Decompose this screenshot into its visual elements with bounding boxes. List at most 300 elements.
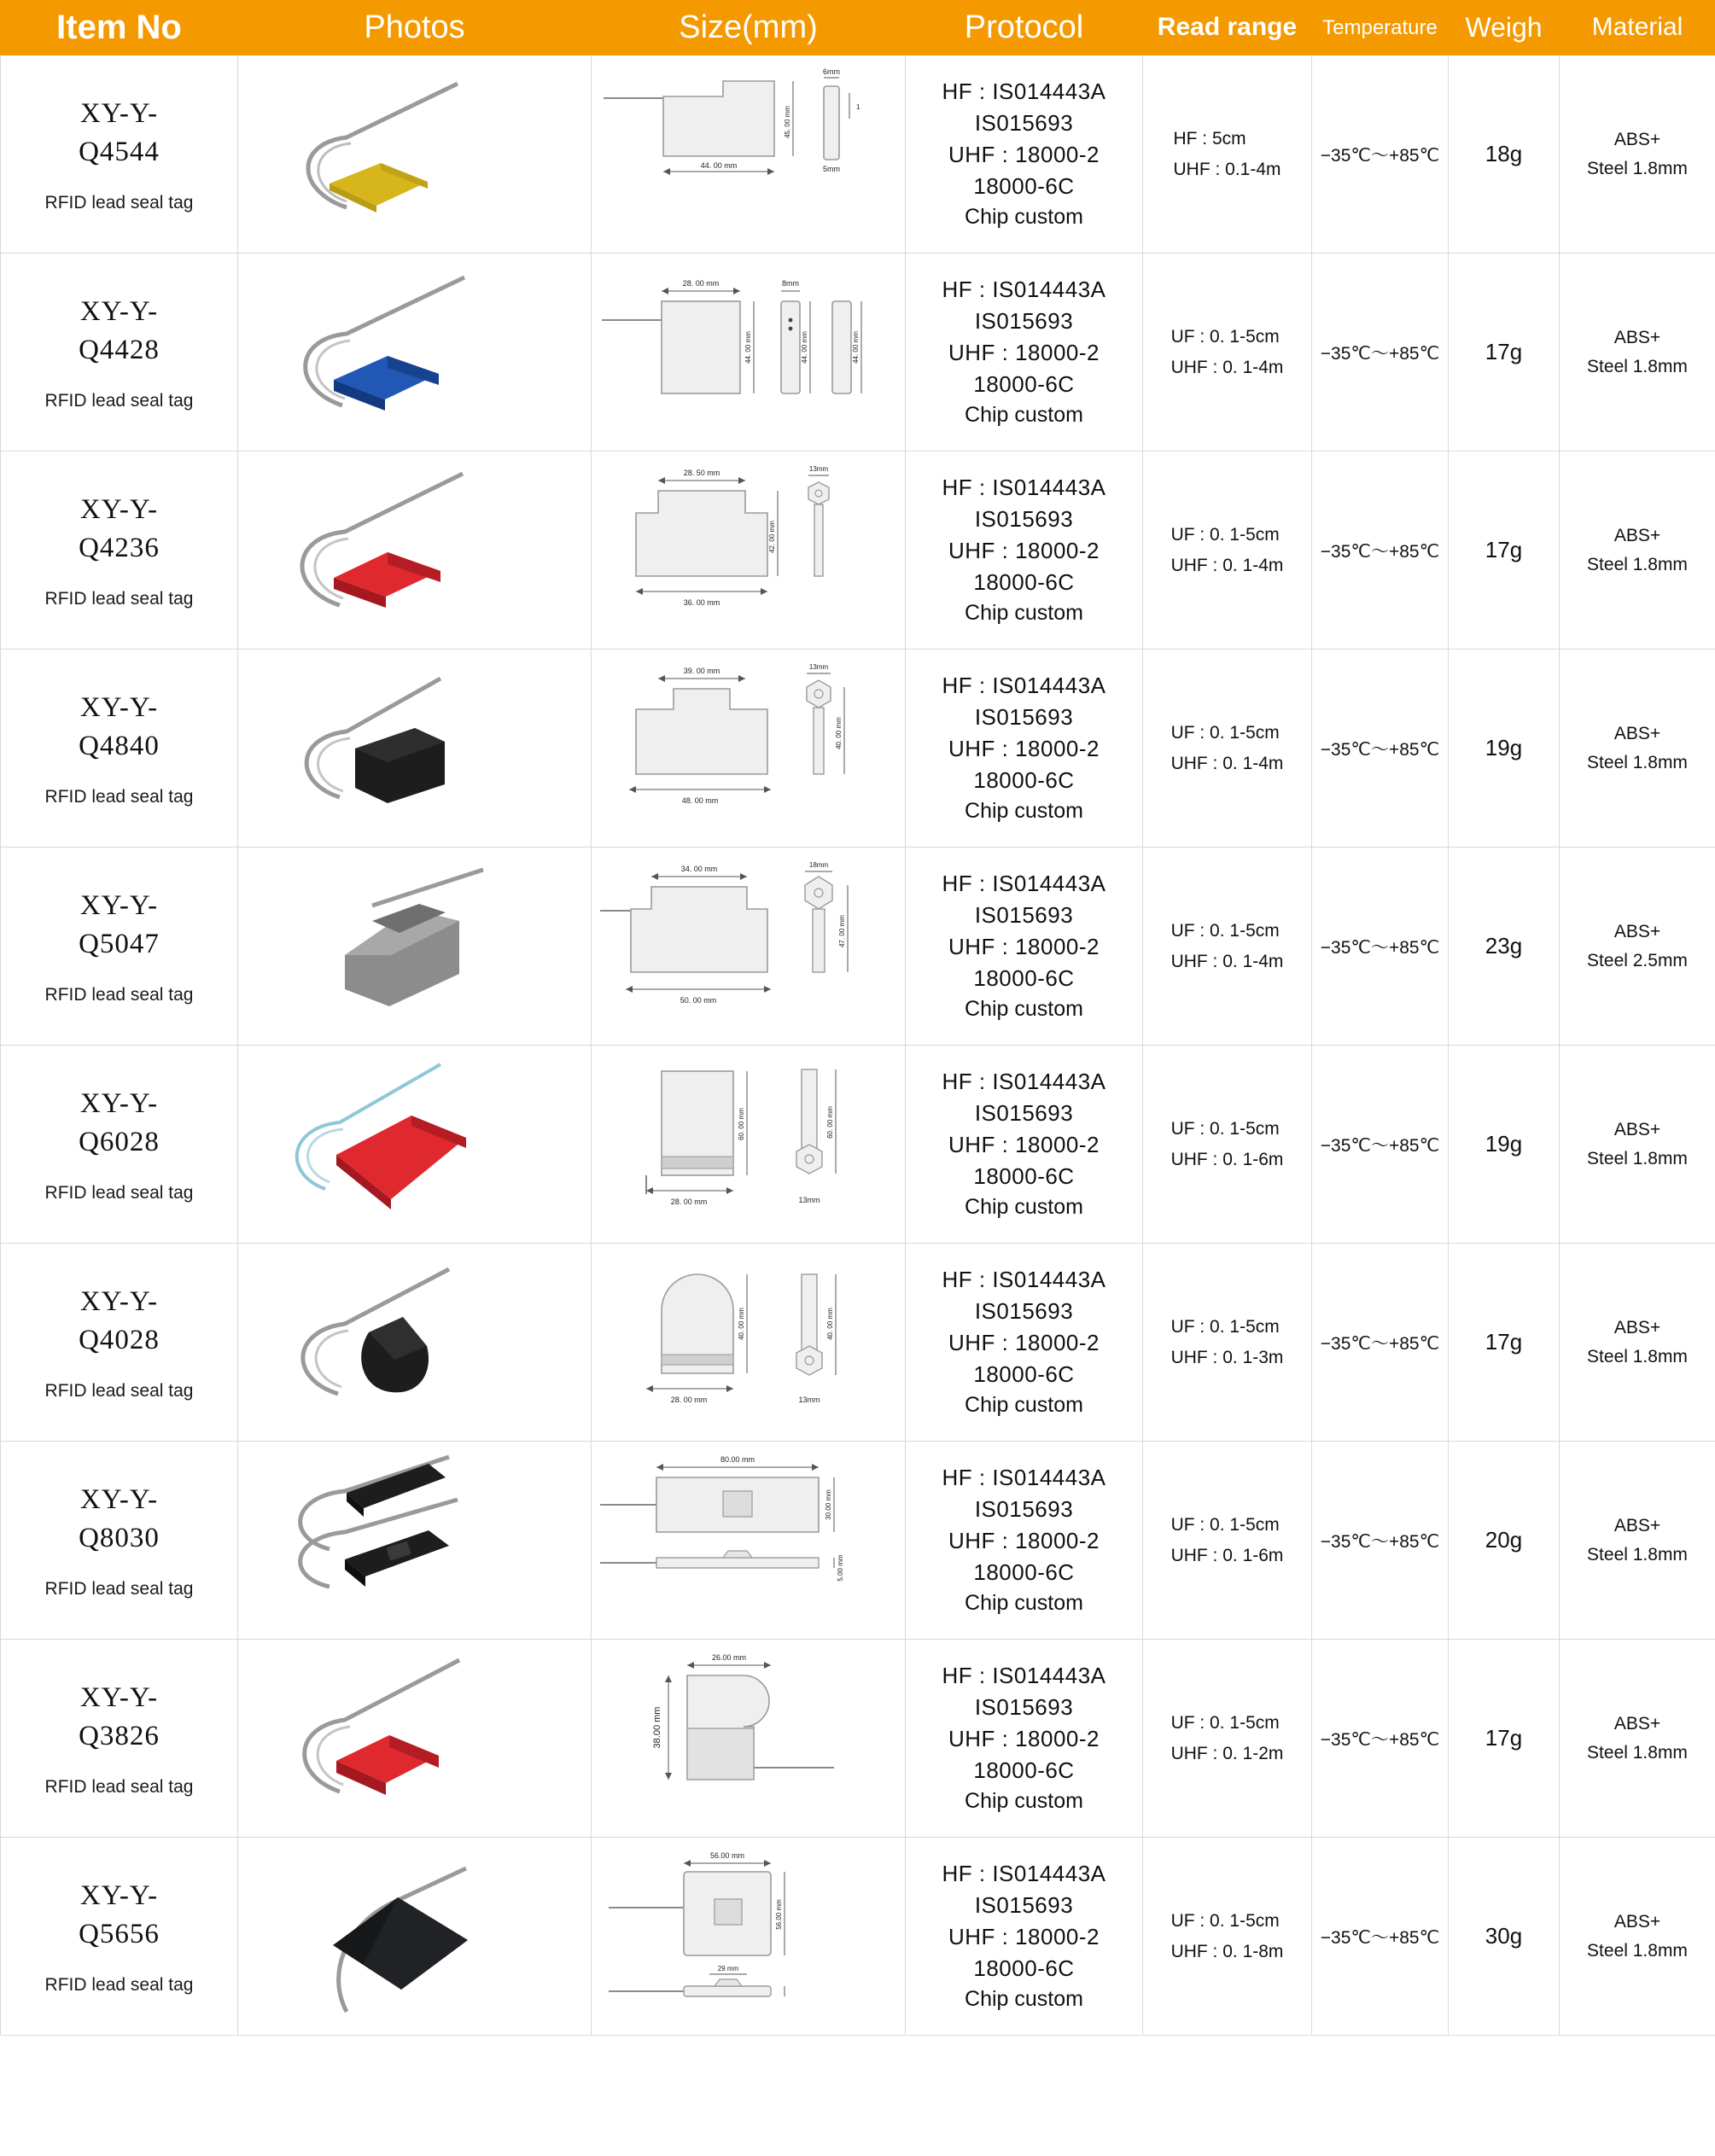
cell-protocol [906,1640,1143,1838]
svg-text:44. 00 mm: 44. 00 mm [852,331,860,364]
dimension-drawing [595,1448,902,1632]
cell-material [1560,1640,1715,1838]
protocol-line: IS015693 [974,1100,1074,1127]
cell-photo [238,55,592,253]
material-value [1563,1116,1712,1173]
cell-weigh [1449,1046,1560,1244]
item-code-line2: Q5656 [79,1918,160,1949]
table-row [1,848,1715,1046]
protocol-line: 18000-6C [973,172,1075,199]
svg-text:34. 00 mm: 34. 00 mm [680,865,718,874]
svg-text:5.00 mm: 5.00 mm [837,1554,844,1582]
cell-material [1560,1442,1715,1640]
table-row [1,650,1715,848]
cell-photo [238,1640,592,1838]
cell-read-range [1143,253,1312,452]
cell-temperature [1312,1244,1449,1442]
cell-temperature [1312,1046,1449,1244]
material-line: ABS+ [1613,130,1661,150]
cell-protocol [906,1838,1143,2036]
cell-temperature [1312,55,1449,253]
protocol-chip-custom: Chip custom [965,600,1083,625]
item-code [4,95,234,171]
cell-item-no [1,1442,238,1640]
cell-protocol [906,650,1143,848]
temperature-value: −35℃～+85℃ [1320,937,1440,958]
item-description: RFID lead seal tag [44,1579,194,1600]
cell-weigh [1449,55,1560,253]
material-line: Steel 1.8mm [1587,158,1688,178]
cell-temperature [1312,848,1449,1046]
read-range [1171,718,1284,778]
item-code [4,1283,234,1359]
item-code-line2: Q6028 [79,1126,160,1157]
read-range [1171,1312,1284,1372]
column-header-material: Material [1560,1,1715,55]
cell-photo [238,1046,592,1244]
protocol-line: IS015693 [974,308,1074,335]
read-range-uhf: UHF : 0. 1-8m [1170,1941,1284,1961]
protocol-line: 18000-6C [973,1361,1075,1387]
protocol-list [909,274,1139,430]
item-code [4,293,234,369]
cell-size-drawing [592,848,906,1046]
item-code-line2: Q4428 [79,334,160,365]
cell-temperature [1312,1838,1449,2036]
temperature-value: −35℃～+85℃ [1320,1729,1440,1750]
protocol-line: UHF : 18000-2 [948,933,1100,959]
cell-item-no [1,650,238,848]
svg-text:13mm: 13mm [808,663,829,672]
item-description: RFID lead seal tag [44,1975,194,1996]
table-body [1,55,1715,2036]
material-line: ABS+ [1613,526,1661,546]
table-row [1,1838,1715,2036]
product-photo [244,1844,586,2028]
material-line: Steel 1.8mm [1587,1346,1688,1366]
material-line: Steel 1.8mm [1587,1742,1688,1763]
column-header-temperature: Temperature [1312,1,1449,55]
svg-text:6mm: 6mm [823,67,840,77]
material-value [1563,522,1712,579]
cell-weigh [1449,1640,1560,1838]
protocol-line: HF : IS014443A [942,1663,1106,1689]
item-code-line1: XY-Y- [79,1880,159,1912]
material-line: ABS+ [1613,1120,1661,1140]
dimension-drawing [595,1052,902,1236]
dimension-drawing [595,656,902,840]
protocol-line: HF : IS014443A [942,1267,1106,1293]
svg-text:29 mm: 29 mm [717,1965,739,1973]
temperature-value: −35℃～+85℃ [1320,1927,1440,1948]
protocol-list [909,1660,1139,1816]
cell-material [1560,1838,1715,2036]
svg-text:30.00 mm: 30.00 mm [825,1489,832,1520]
read-range-hf: UF : 0. 1-5cm [1170,1515,1280,1535]
weight-value: 17g [1485,339,1523,365]
cell-weigh [1449,650,1560,848]
protocol-line: IS015693 [974,506,1074,533]
protocol-line: UHF : 18000-2 [948,1725,1100,1751]
item-code [4,1481,234,1557]
column-header-size: Size(mm) [592,1,906,55]
cell-item-no [1,452,238,650]
column-header-item-no: Item No [1,1,238,55]
protocol-chip-custom: Chip custom [965,1392,1083,1417]
cell-read-range [1143,1838,1312,2036]
read-range-hf: UF : 0. 1-5cm [1170,1911,1280,1931]
dimension-drawing [595,260,902,444]
item-code-line1: XY-Y- [79,1484,159,1516]
read-range-hf: UF : 0. 1-5cm [1170,723,1280,743]
cell-material [1560,650,1715,848]
protocol-list [909,1858,1139,2014]
cell-read-range [1143,1640,1312,1838]
table-row [1,452,1715,650]
material-line: Steel 1.8mm [1587,1544,1688,1565]
protocol-chip-custom: Chip custom [965,1590,1083,1615]
svg-text:44. 00 mm: 44. 00 mm [700,161,738,171]
material-line: ABS+ [1613,1912,1661,1932]
protocol-line: HF : IS014443A [942,1861,1106,1887]
weight-value: 30g [1485,1923,1523,1949]
protocol-line: 18000-6C [973,766,1075,793]
cell-size-drawing [592,253,906,452]
cell-read-range [1143,848,1312,1046]
protocol-list [909,868,1139,1024]
weight-value: 19g [1485,1131,1523,1157]
svg-text:1: 1 [856,103,860,112]
cell-photo [238,1838,592,2036]
product-photo [244,1250,586,1434]
item-code-line2: Q4840 [79,730,160,761]
cell-photo [238,848,592,1046]
protocol-line: IS015693 [974,902,1074,929]
cell-temperature [1312,253,1449,452]
item-description: RFID lead seal tag [44,589,194,609]
read-range-uhf: UHF : 0. 1-6m [1170,1545,1284,1565]
item-code-line1: XY-Y- [79,1286,159,1318]
cell-size-drawing [592,1640,906,1838]
cell-protocol [906,848,1143,1046]
item-code [4,887,234,963]
protocol-line: UHF : 18000-2 [948,1131,1100,1157]
item-code-line2: Q5047 [79,928,160,959]
weight-value: 23g [1485,933,1523,959]
svg-text:13mm: 13mm [808,465,829,474]
temperature-value: −35℃～+85℃ [1320,343,1440,364]
product-photo [244,62,586,246]
weight-value: 19g [1485,735,1523,761]
svg-text:28. 50 mm: 28. 50 mm [683,469,720,478]
cell-weigh [1449,848,1560,1046]
svg-text:28. 00 mm: 28. 00 mm [670,1396,708,1405]
protocol-line: UHF : 18000-2 [948,141,1100,167]
svg-text:36. 00 mm: 36. 00 mm [683,598,720,608]
cell-weigh [1449,253,1560,452]
item-code [4,1877,234,1953]
protocol-line: 18000-6C [973,1162,1075,1189]
read-range-uhf: UHF : 0. 1-4m [1170,951,1284,971]
item-code-line1: XY-Y- [79,494,159,526]
product-photo [244,1052,586,1236]
material-line: ABS+ [1613,1318,1661,1338]
material-line: ABS+ [1613,922,1661,942]
read-range [1171,1708,1284,1769]
cell-weigh [1449,1838,1560,2036]
protocol-line: HF : IS014443A [942,475,1106,501]
table-row [1,1442,1715,1640]
read-range-uhf: UHF : 0. 1-2m [1170,1743,1284,1763]
cell-item-no [1,1046,238,1244]
weight-value: 17g [1485,537,1523,563]
item-code-line1: XY-Y- [79,296,159,328]
table-header [1,1,1715,55]
svg-text:45. 00 mm: 45. 00 mm [784,106,791,139]
material-line: ABS+ [1613,724,1661,744]
svg-text:28. 00 mm: 28. 00 mm [670,1197,708,1207]
read-range-hf: HF : 5cm [1173,129,1246,149]
item-code-line1: XY-Y- [79,890,159,922]
protocol-line: IS015693 [974,1694,1074,1721]
material-value [1563,323,1712,381]
protocol-chip-custom: Chip custom [965,1986,1083,2011]
item-code-line1: XY-Y- [79,1088,159,1120]
column-header-read-range: Read range [1143,1,1312,55]
table-row [1,1046,1715,1244]
item-description: RFID lead seal tag [44,193,194,213]
table-row [1,55,1715,253]
svg-text:56.00 mm: 56.00 mm [709,1851,745,1861]
cell-temperature [1312,650,1449,848]
protocol-list [909,472,1139,628]
material-line: Steel 2.5mm [1587,950,1688,970]
column-header-photos: Photos [238,1,592,55]
cell-size-drawing [592,1838,906,2036]
svg-text:40. 00 mm: 40. 00 mm [826,1308,834,1341]
svg-text:13mm: 13mm [798,1196,820,1205]
cell-weigh [1449,1244,1560,1442]
protocol-chip-custom: Chip custom [965,996,1083,1021]
read-range-hf: UF : 0. 1-5cm [1170,921,1280,941]
svg-text:44. 00 mm: 44. 00 mm [801,331,808,364]
cell-photo [238,1442,592,1640]
cell-read-range [1143,650,1312,848]
read-range [1173,124,1280,184]
weight-value: 20g [1485,1527,1523,1553]
svg-text:48. 00 mm: 48. 00 mm [681,796,719,806]
read-range-uhf: UHF : 0. 1-6m [1170,1149,1284,1169]
column-header-weigh: Weigh [1449,1,1560,55]
header-row [1,1,1715,55]
material-line: Steel 1.8mm [1587,752,1688,772]
cell-temperature [1312,452,1449,650]
svg-text:44. 00 mm: 44. 00 mm [744,331,752,364]
read-range-hf: UF : 0. 1-5cm [1170,1713,1280,1733]
svg-text:50. 00 mm: 50. 00 mm [680,996,717,1005]
svg-text:38.00 mm: 38.00 mm [652,1706,662,1749]
item-code [4,1679,234,1755]
protocol-line: UHF : 18000-2 [948,735,1100,761]
material-value [1563,720,1712,777]
protocol-line: 18000-6C [973,1757,1075,1783]
read-range [1171,1114,1284,1174]
read-range-uhf: UHF : 0. 1-3m [1170,1347,1284,1367]
svg-text:60. 00 mm: 60. 00 mm [826,1106,834,1139]
item-code-line2: Q4544 [79,136,160,167]
read-range-hf: UF : 0. 1-5cm [1170,327,1280,347]
weight-value: 18g [1485,141,1523,167]
protocol-line: 18000-6C [973,1955,1075,1981]
material-line: ABS+ [1613,328,1661,348]
cell-size-drawing [592,650,906,848]
cell-weigh [1449,452,1560,650]
cell-read-range [1143,1244,1312,1442]
material-value [1563,125,1712,183]
product-photo [244,458,586,642]
item-description: RFID lead seal tag [44,1183,194,1203]
cell-photo [238,253,592,452]
product-photo [244,854,586,1038]
svg-text:42. 00 mm: 42. 00 mm [768,521,776,554]
dimension-drawing [595,1844,902,2028]
cell-material [1560,55,1715,253]
read-range [1171,1906,1284,1967]
read-range [1171,916,1284,976]
read-range-hf: UF : 0. 1-5cm [1170,1317,1280,1337]
cell-size-drawing [592,1046,906,1244]
material-value [1563,918,1712,975]
cell-size-drawing [592,55,906,253]
svg-text:40. 00 mm: 40. 00 mm [835,717,843,750]
protocol-line: UHF : 18000-2 [948,537,1100,563]
item-code-line2: Q4236 [79,532,160,563]
material-line: Steel 1.8mm [1587,1940,1688,1961]
read-range [1171,1510,1284,1570]
item-code-line2: Q8030 [79,1522,160,1553]
protocol-line: IS015693 [974,704,1074,731]
item-code-line1: XY-Y- [79,1682,159,1714]
cell-size-drawing [592,452,906,650]
cell-material [1560,253,1715,452]
read-range-uhf: UHF : 0. 1-4m [1170,555,1284,575]
weight-value: 17g [1485,1329,1523,1355]
protocol-line: HF : IS014443A [942,871,1106,897]
material-value [1563,1314,1712,1371]
product-photo [244,1646,586,1830]
svg-text:56.00 mm: 56.00 mm [775,1899,783,1930]
table-row [1,253,1715,452]
cell-read-range [1143,452,1312,650]
cell-temperature [1312,1640,1449,1838]
cell-photo [238,1244,592,1442]
item-code [4,491,234,567]
cell-material [1560,1046,1715,1244]
item-code-line2: Q3826 [79,1720,160,1751]
material-value [1563,1710,1712,1767]
svg-text:26.00 mm: 26.00 mm [711,1653,747,1663]
temperature-value: −35℃～+85℃ [1320,1333,1440,1354]
weight-value: 17g [1485,1725,1523,1751]
item-description: RFID lead seal tag [44,1381,194,1401]
item-code [4,1085,234,1161]
material-line: Steel 1.8mm [1587,356,1688,376]
temperature-value: −35℃～+85℃ [1320,739,1440,760]
protocol-line: IS015693 [974,1298,1074,1325]
protocol-chip-custom: Chip custom [965,1194,1083,1219]
cell-item-no [1,1838,238,2036]
protocol-line: HF : IS014443A [942,1069,1106,1095]
temperature-value: −35℃～+85℃ [1320,145,1440,166]
read-range-hf: UF : 0. 1-5cm [1170,525,1280,545]
protocol-list [909,1462,1139,1618]
protocol-chip-custom: Chip custom [965,798,1083,823]
svg-text:8mm: 8mm [782,279,799,288]
read-range-uhf: UHF : 0. 1-4m [1170,357,1284,377]
item-code-line1: XY-Y- [79,692,159,724]
protocol-line: HF : IS014443A [942,79,1106,105]
svg-text:28. 00 mm: 28. 00 mm [682,279,720,288]
material-line: Steel 1.8mm [1587,554,1688,574]
svg-text:47. 00 mm: 47. 00 mm [838,915,846,948]
svg-text:40. 00 mm: 40. 00 mm [738,1308,745,1341]
protocol-line: HF : IS014443A [942,277,1106,303]
product-photo [244,260,586,444]
dimension-drawing [595,854,902,1038]
protocol-line: 18000-6C [973,964,1075,991]
protocol-list [909,1066,1139,1222]
protocol-line: 18000-6C [973,568,1075,595]
protocol-line: HF : IS014443A [942,1465,1106,1491]
material-line: ABS+ [1613,1516,1661,1536]
table-row [1,1640,1715,1838]
cell-protocol [906,1046,1143,1244]
material-line: Steel 1.8mm [1587,1148,1688,1168]
protocol-line: IS015693 [974,110,1074,137]
dimension-drawing [595,1250,902,1434]
svg-text:60. 00 mm: 60. 00 mm [738,1108,745,1141]
cell-photo [238,452,592,650]
cell-protocol [906,452,1143,650]
protocol-line: UHF : 18000-2 [948,1527,1100,1553]
svg-text:80.00 mm: 80.00 mm [720,1455,755,1465]
dimension-drawing [595,62,902,246]
protocol-line: HF : IS014443A [942,673,1106,699]
temperature-value: −35℃～+85℃ [1320,1135,1440,1156]
protocol-list [909,76,1139,232]
cell-material [1560,848,1715,1046]
read-range-uhf: UHF : 0.1-4m [1173,159,1281,179]
cell-photo [238,650,592,848]
cell-item-no [1,253,238,452]
protocol-chip-custom: Chip custom [965,204,1083,229]
item-code-line1: XY-Y- [79,98,159,130]
cell-weigh [1449,1442,1560,1640]
protocol-line: IS015693 [974,1496,1074,1523]
temperature-value: −35℃～+85℃ [1320,1531,1440,1552]
item-description: RFID lead seal tag [44,787,194,807]
cell-material [1560,1244,1715,1442]
protocol-line: IS015693 [974,1892,1074,1919]
svg-text:39. 00 mm: 39. 00 mm [683,667,720,676]
cell-protocol [906,55,1143,253]
protocol-chip-custom: Chip custom [965,402,1083,427]
cell-read-range [1143,1046,1312,1244]
cell-read-range [1143,1442,1312,1640]
table-row [1,1244,1715,1442]
protocol-line: 18000-6C [973,1559,1075,1585]
cell-item-no [1,1244,238,1442]
